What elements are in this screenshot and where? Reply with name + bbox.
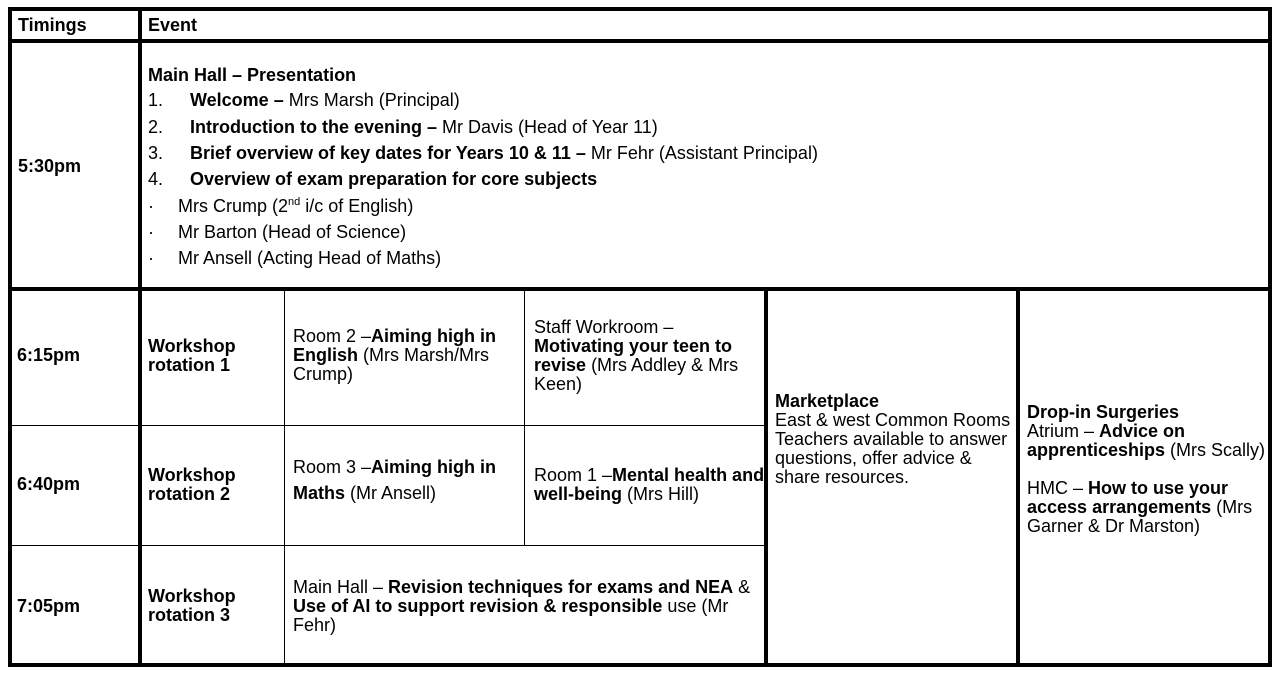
marketplace-cell — [764, 287, 1020, 667]
rotation-2-label: Workshop rotation 2 — [148, 465, 236, 504]
speaker-item: · Mrs Crump (2nd i/c of English) — [148, 196, 414, 216]
bullet-icon: · — [148, 222, 154, 242]
marketplace-title: Marketplace — [775, 391, 880, 411]
header-event: Event — [148, 15, 198, 35]
time-640: 6:40pm — [17, 474, 81, 494]
time-705: 7:05pm — [17, 596, 81, 616]
room-3-maths: Room 3 –Aiming high in Maths (Mr Ansell) — [293, 457, 497, 503]
time-cell-530 — [8, 39, 142, 291]
marketplace-location: East & west Common Rooms — [775, 410, 1011, 430]
rotation-3-label: Workshop rotation 3 — [148, 586, 236, 625]
agenda-item: 3. Brief overview of key dates for Years 10 & 11 – Mr Fehr (Assistant Principal) — [148, 143, 818, 163]
header-timings: Timings — [18, 15, 87, 35]
staff-workroom-revise: Staff Workroom – Motivating your teen to revise (Mrs Addley & Mrs Keen) — [534, 317, 739, 394]
agenda-item: 4. Overview of exam preparation for core subjects — [148, 169, 598, 189]
time-615: 6:15pm — [17, 345, 81, 365]
presentation-cell — [138, 39, 1272, 291]
header-event-cell — [138, 7, 1272, 43]
speaker-item: · Mr Ansell (Acting Head of Maths) — [148, 248, 442, 268]
bullet-icon: · — [148, 248, 154, 268]
dropin-title: Drop-in Surgeries — [1027, 402, 1180, 422]
agenda-item: 2. Introduction to the evening – Mr Davis (Head of Year 11) — [148, 117, 658, 137]
room-1-mental-health: Room 1 –Mental health and well-being (Mrs Hill) — [534, 465, 765, 504]
room-2-english: Room 2 –Aiming high in English (Mrs Marsh/Mrs Crump) — [293, 326, 497, 384]
marketplace-text — [775, 392, 1015, 487]
dropin-cell — [1016, 287, 1272, 667]
agenda-item: 1. Welcome – Mrs Marsh (Principal) — [148, 90, 460, 110]
presentation-heading: Main Hall – Presentation — [148, 65, 357, 85]
rotation-1-label: Workshop rotation 1 — [148, 336, 236, 375]
header-timings-cell — [8, 7, 142, 43]
time-530: 5:30pm — [18, 156, 82, 176]
schedule-table — [8, 7, 1272, 667]
bullet-icon: · — [148, 196, 154, 216]
dropin-text: Drop-in Surgeries Atrium – Advice on apprenticeships (Mrs Scally) HMC – How to use your access arrangements (Mrs Garner & Dr Marston) — [1027, 402, 1266, 536]
main-hall-revision: Main Hall – Revision techniques for exams and NEA & Use of AI to support revision & responsible use (Mr Fehr) — [293, 577, 751, 635]
speaker-item: · Mr Barton (Head of Science) — [148, 222, 407, 242]
marketplace-desc: Teachers available to answer questions, offer advice & share resources. — [775, 429, 1008, 487]
